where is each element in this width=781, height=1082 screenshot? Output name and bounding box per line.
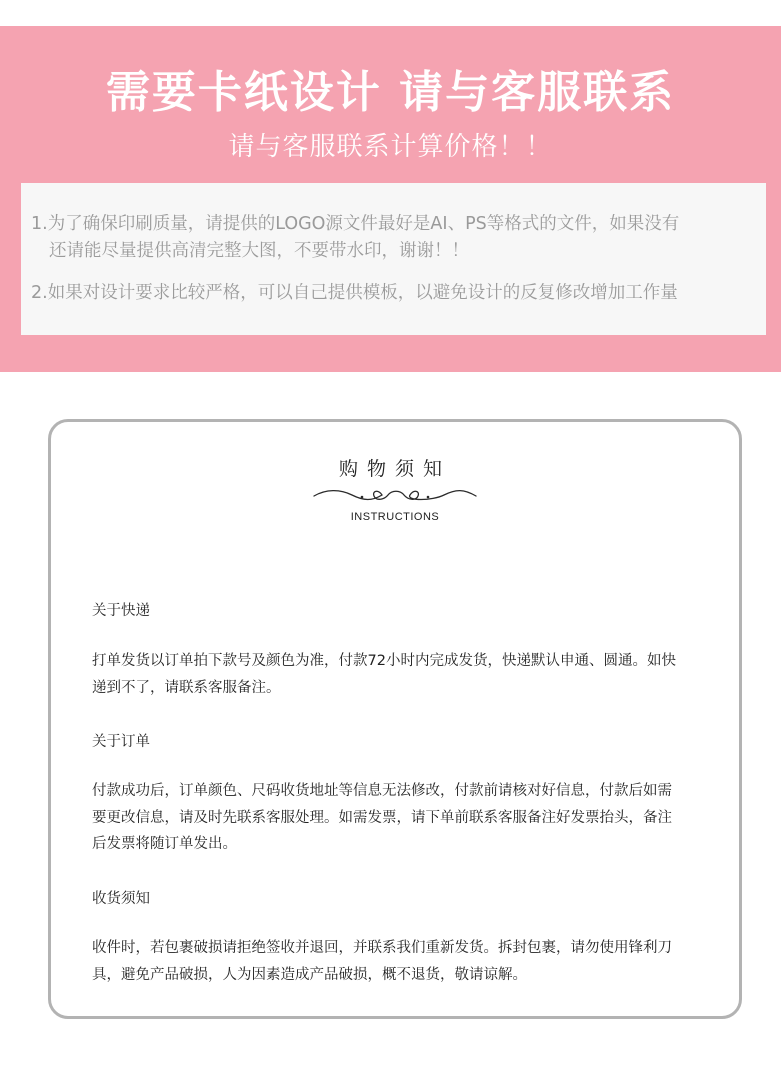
card-title: 购物须知 <box>338 458 451 480</box>
body-line: 递到不了，请联系客服备注。 <box>92 679 281 696</box>
section-heading-express: 关于快递 <box>92 603 150 619</box>
banner-title: 需要卡纸设计 请与客服联系 <box>105 67 676 118</box>
notice-line: 还请能尽量提供高清完整大图，不要带水印，谢谢！！ <box>49 241 469 261</box>
section-body-order <box>92 778 712 858</box>
banner-subtitle: 请与客服联系计算价格！！ <box>228 132 553 162</box>
shopping-instructions-card <box>48 419 742 1019</box>
design-notice-banner <box>0 26 781 372</box>
body-line: 要更改信息，请及时先联系客服处理。如需发票，请下单前联系客服备注好发票抬头，备注 <box>92 809 672 826</box>
section-heading-order: 关于订单 <box>92 734 150 750</box>
notice-item <box>31 211 761 265</box>
notice-box <box>21 183 766 335</box>
section-body-express <box>92 648 712 701</box>
card-subtitle: INSTRUCTIONS <box>350 511 440 523</box>
notice-item <box>31 280 761 307</box>
notice-line: 1.为了确保印刷质量，请提供的LOGO源文件最好是AI、PS等格式的文件，如果没有 <box>31 214 680 234</box>
body-line: 具，避免产品破损，人为因素造成产品破损，概不退货，敬请谅解。 <box>92 966 527 983</box>
body-line: 打单发货以订单拍下款号及颜色为准，付款72小时内完成发货，快递默认申通、圆通。如快 <box>92 653 676 669</box>
body-line: 付款成功后，订单颜色、尺码收货地址等信息无法修改，付款前请核对好信息，付款后如需 <box>92 783 672 799</box>
body-line: 收件时，若包裹破损请拒绝签收并退回，并联系我们重新发货。拆封包裹，请勿使用锋利刀 <box>92 940 672 956</box>
flourish-ornament-icon <box>312 486 478 506</box>
notice-line: 2.如果对设计要求比较严格，可以自己提供模板，以避免设计的反复修改增加工作量 <box>31 283 678 303</box>
section-body-receiving <box>92 935 712 988</box>
body-line: 后发票将随订单发出。 <box>92 836 237 852</box>
section-heading-receiving: 收货须知 <box>92 891 150 907</box>
